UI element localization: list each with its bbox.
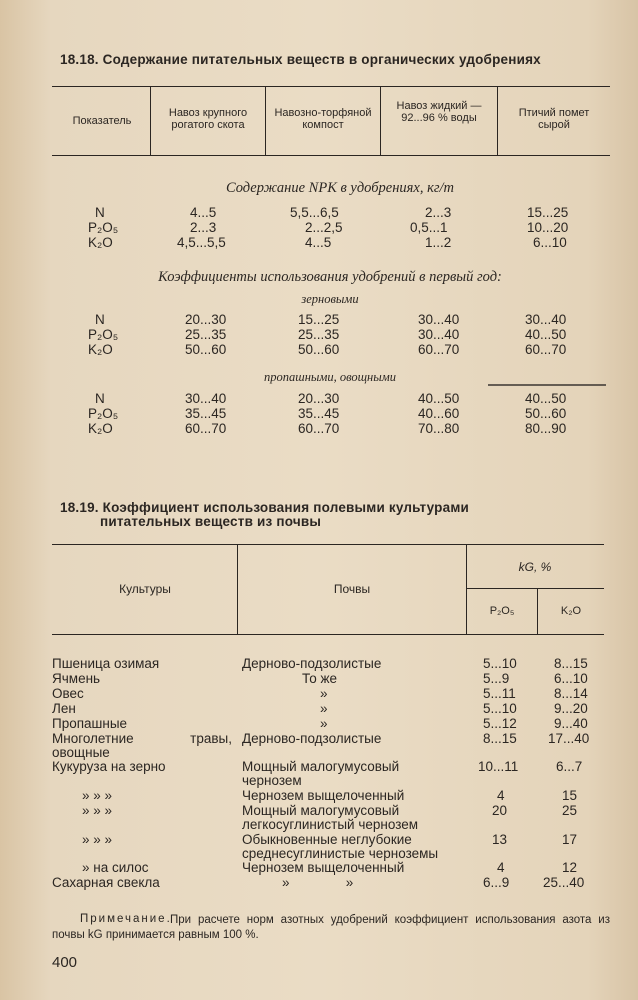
soil-cell: Мощный малогумусовый легкосуглинистый чернозем bbox=[242, 803, 419, 832]
row-label: N bbox=[95, 312, 105, 327]
crop-cell: Пшеница озимая bbox=[52, 656, 160, 671]
table-cell: 2...3 bbox=[190, 220, 217, 235]
col-divider bbox=[237, 544, 238, 634]
subsection-row-crops: пропашными, овощными bbox=[264, 370, 396, 384]
header-soils: Почвы bbox=[333, 582, 371, 596]
soil-cell: » bbox=[320, 716, 328, 731]
row-label: P₂O₅ bbox=[88, 327, 119, 342]
table-cell: 30...40 bbox=[418, 312, 460, 327]
table-cell: 40...50 bbox=[418, 391, 460, 406]
crop-cell: Кукуруза на зерно bbox=[52, 759, 166, 774]
table-cell: 15...25 bbox=[298, 312, 340, 327]
table-cell: 4,5...5,5 bbox=[177, 235, 226, 250]
col-divider bbox=[265, 86, 266, 155]
crop-cell: Пропашные bbox=[52, 716, 128, 731]
table-cell: 60...70 bbox=[185, 421, 227, 436]
table-cell: 50...60 bbox=[525, 406, 567, 421]
table-18-18-title: 18.18. Содержание питательных веществ в органических удобрениях bbox=[60, 52, 541, 67]
table-header-rule bbox=[52, 155, 610, 156]
note-label-text: Примечание. bbox=[80, 913, 172, 925]
table-cell: 80...90 bbox=[525, 421, 567, 436]
crop-cell: Многолетние травы, овощные bbox=[52, 731, 232, 760]
table-cell: 40...50 bbox=[525, 327, 567, 342]
soil-cell: Чернозем выщелоченный bbox=[242, 788, 405, 803]
header-kg: kG, % bbox=[518, 560, 552, 574]
k2o-cell: 8...14 bbox=[554, 686, 588, 701]
table-18-19-title-line2: питательных веществ из почвы bbox=[100, 514, 322, 529]
header-liquid-manure: Навоз жидкий — 92...96 % воды bbox=[396, 100, 482, 124]
soil-cell: Дерново-подзолистые bbox=[242, 656, 382, 671]
soil-cell: Чернозем выщелоченный bbox=[242, 860, 405, 875]
header-p2o5: P₂O₅ bbox=[489, 605, 515, 617]
table-cell: 40...50 bbox=[525, 391, 567, 406]
table-cell: 50...60 bbox=[185, 342, 227, 357]
table-cell: 2...2,5 bbox=[305, 220, 343, 235]
soil-cell: » bbox=[320, 686, 328, 701]
note-text: При расчете норм азотных удобрений коэффициент использования азота из почвы kG принимается равным 100 %. bbox=[52, 914, 610, 941]
p2o5-cell: 5...12 bbox=[483, 716, 517, 731]
table-cell: 30...40 bbox=[418, 327, 460, 342]
k2o-cell: 6...10 bbox=[554, 671, 588, 686]
table-cell: 5,5...6,5 bbox=[290, 205, 339, 220]
table-cell: 1...2 bbox=[425, 235, 452, 250]
header-peat-compost: Навозно-торфяной компост bbox=[274, 107, 372, 131]
table-top-rule bbox=[52, 86, 610, 87]
crop-cell: » » » bbox=[82, 788, 113, 803]
p2o5-cell: 4 bbox=[497, 860, 505, 875]
header-k2o: K₂O bbox=[560, 605, 582, 617]
crop-cell: Лен bbox=[52, 701, 76, 716]
p2o5-cell: 5...11 bbox=[483, 686, 516, 701]
p2o5-cell: 5...10 bbox=[483, 656, 517, 671]
table-cell: 2...3 bbox=[425, 205, 452, 220]
table-cell: 20...30 bbox=[185, 312, 227, 327]
p2o5-cell: 6...9 bbox=[483, 875, 510, 890]
row-label: K₂O bbox=[88, 235, 113, 250]
soil-cell: То же bbox=[302, 671, 337, 686]
table-cell: 40...60 bbox=[418, 406, 460, 421]
col-divider bbox=[466, 544, 467, 634]
table-cell: 60...70 bbox=[418, 342, 460, 357]
table-top-rule bbox=[52, 544, 604, 545]
row-label: K₂O bbox=[88, 342, 113, 357]
k2o-cell: 25 bbox=[562, 803, 578, 818]
k2o-cell: 12 bbox=[562, 860, 578, 875]
k2o-cell: 9...40 bbox=[554, 716, 588, 731]
row-label: N bbox=[95, 205, 105, 220]
p2o5-cell: 8...15 bbox=[483, 731, 517, 746]
p2o5-cell: 13 bbox=[492, 832, 508, 847]
table-cell: 30...40 bbox=[525, 312, 567, 327]
table-cell: 35...45 bbox=[185, 406, 227, 421]
header-bird-droppings: Птичий помет сырой bbox=[518, 107, 590, 131]
k2o-cell: 17 bbox=[562, 832, 578, 847]
subsection-grain: зерновыми bbox=[301, 292, 359, 306]
table-cell: 6...10 bbox=[533, 235, 567, 250]
k2o-cell: 8...15 bbox=[554, 656, 588, 671]
crop-cell: Сахарная свекла bbox=[52, 875, 160, 890]
print-smudge bbox=[488, 384, 606, 386]
header-indicator: Показатель bbox=[72, 115, 132, 127]
soil-cell: Мощный малогумусовый чернозем bbox=[242, 759, 400, 788]
kg-subheader-rule bbox=[466, 588, 604, 589]
p2o5-cell: 5...10 bbox=[483, 701, 517, 716]
row-label: K₂O bbox=[88, 421, 113, 436]
table-cell: 25...35 bbox=[298, 327, 340, 342]
table-cell: 15...25 bbox=[527, 205, 569, 220]
section-coef-caption: Коэффициенты использования удобрений в первый год: bbox=[158, 269, 502, 285]
table-header-rule bbox=[52, 634, 604, 635]
table-cell: 20...30 bbox=[298, 391, 340, 406]
p2o5-cell: 4 bbox=[497, 788, 505, 803]
k2o-cell: 17...40 bbox=[548, 731, 590, 746]
table-cell: 4...5 bbox=[305, 235, 332, 250]
section-npk-caption: Содержание NPK в удобрениях, кг/т bbox=[225, 180, 455, 196]
crop-cell: » » » bbox=[82, 832, 113, 847]
table-cell: 60...70 bbox=[298, 421, 340, 436]
header-crops: Культуры bbox=[119, 582, 171, 596]
k2o-cell: 9...20 bbox=[554, 701, 588, 716]
col-divider bbox=[150, 86, 151, 155]
k2o-cell: 15 bbox=[562, 788, 578, 803]
table-cell: 50...60 bbox=[298, 342, 340, 357]
soil-cell: » » bbox=[282, 875, 354, 890]
header-cattle-manure: Навоз крупного рогатого скота bbox=[168, 107, 248, 131]
crop-cell: » на силос bbox=[82, 860, 149, 875]
table-cell: 4...5 bbox=[190, 205, 217, 220]
p2o5-cell: 20 bbox=[492, 803, 508, 818]
table-cell: 30...40 bbox=[185, 391, 227, 406]
col-divider bbox=[497, 86, 498, 155]
row-label: N bbox=[95, 391, 105, 406]
table-cell: 25...35 bbox=[185, 327, 227, 342]
crop-cell: Ячмень bbox=[52, 671, 101, 686]
k2o-cell: 6...7 bbox=[556, 759, 583, 774]
p2o5-cell: 5...9 bbox=[483, 671, 510, 686]
crop-cell: Овес bbox=[52, 686, 84, 701]
p2o5-cell: 10...11 bbox=[478, 759, 519, 774]
soil-cell: » bbox=[320, 701, 328, 716]
table-cell: 0,5...1 bbox=[410, 220, 448, 235]
table-cell: 70...80 bbox=[418, 421, 460, 436]
table-18-19-title-line1: 18.19. Коэффициент использования полевыми культурами bbox=[60, 500, 469, 515]
soil-cell: Дерново-подзолистые bbox=[242, 731, 382, 746]
k2o-cell: 25...40 bbox=[543, 875, 585, 890]
crop-cell: » » » bbox=[82, 803, 113, 818]
row-label: P₂O₅ bbox=[88, 220, 119, 235]
col-divider bbox=[380, 86, 381, 155]
table-cell: 60...70 bbox=[525, 342, 567, 357]
soil-cell: Обыкновенные неглубокие среднесуглинистые черноземы bbox=[242, 832, 439, 861]
row-label: P₂O₅ bbox=[88, 406, 119, 421]
table-cell: 35...45 bbox=[298, 406, 340, 421]
table-cell: 10...20 bbox=[527, 220, 569, 235]
page-number: 400 bbox=[52, 954, 78, 971]
